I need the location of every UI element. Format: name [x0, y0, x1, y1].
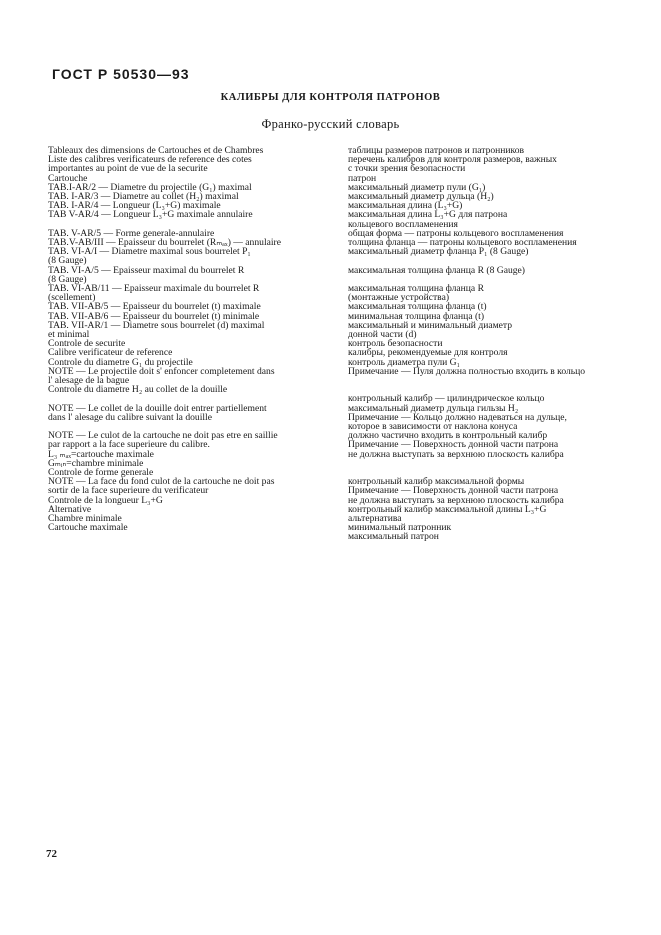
- french-line: Chambre minimale: [48, 513, 122, 525]
- french-line: NOTE — Le projectile doit s' enfoncer completement dans: [48, 365, 275, 377]
- french-line: Controle de securite: [48, 338, 126, 350]
- russian-line: минимальная толщина фланца (t): [348, 310, 485, 322]
- russian-line: альтернатива: [348, 513, 402, 525]
- french-line: Controle de forme generale: [48, 467, 154, 479]
- french-line: TAB. I-AR/4 — Longueur (L₃+G) maximale: [48, 200, 221, 212]
- russian-line: [348, 376, 620, 385]
- russian-line: калибры, рекомендуемые для контроля: [348, 347, 508, 359]
- russian-line: Примечание — Пуля должна полностью входить в кольцо: [348, 365, 586, 377]
- french-column: [48, 146, 320, 532]
- page-header: ГОСТ Р 50530—93: [52, 66, 190, 82]
- french-line: (8 Gauge): [48, 255, 87, 267]
- russian-column: [348, 146, 620, 542]
- russian-line: толщина фланца — патроны кольцевого воспламенения: [348, 237, 577, 249]
- russian-line: таблицы размеров патронов и патронников: [348, 145, 525, 156]
- french-line: TAB. VII-AB/6 — Epaisseur du bourrelet (t) minimale: [48, 310, 260, 322]
- french-line: sortir de la face superieure du verificateur: [48, 485, 209, 497]
- french-line: TAB. V-AR/5 — Forme generale-annulaire: [48, 227, 215, 239]
- french-line: par rapport a la face superieure du calibre.: [48, 439, 210, 451]
- russian-line: максимальный диаметр пули (G₁): [348, 181, 486, 193]
- russian-line: Примечание — Кольцо должно надеваться на дульце,: [348, 411, 567, 423]
- russian-line: контрольный калибр — цилиндрическое кольцо: [348, 393, 545, 405]
- french-line: (8 Gauge): [48, 273, 87, 285]
- french-line: TAB. VII-AB/5 — Epaisseur du bourrelet (t) maximale: [48, 301, 261, 313]
- russian-line: максимальная длина L₃+G для патрона: [348, 209, 508, 221]
- french-line: TAB. VII-AR/1 — Diametre sous bourrelet (d) maximal: [48, 319, 265, 331]
- russian-line: кольцевого воспламенения: [348, 218, 458, 230]
- french-line: Alternative: [48, 503, 92, 515]
- russian-line: контроль безопасности: [348, 338, 443, 350]
- russian-line: с точки зрения безопасности: [348, 163, 466, 175]
- french-line: Tableaux des dimensions de Cartouches et de Chambres: [48, 145, 264, 156]
- russian-line: не должна выступать за верхнюю плоскость калибра: [348, 494, 564, 506]
- french-line: Cartouche: [48, 172, 88, 184]
- russian-line: максимальный патрон: [348, 531, 439, 543]
- russian-line: донной части (d): [348, 329, 417, 341]
- french-line: importantes au point de vue de la securite: [48, 163, 208, 175]
- french-line: NOTE — Le collet de la douille doit entrer partiellement: [48, 402, 267, 414]
- russian-line: максимальная длина (L₃+G): [348, 200, 463, 212]
- russian-line: максимальная толщина фланца (t): [348, 301, 487, 313]
- russian-line: контрольный калибр максимальной формы: [348, 476, 525, 488]
- page-subtitle: Франко-русский словарь: [261, 117, 400, 131]
- russian-line: контрольный калибр максимальной длины L₃+G: [348, 503, 547, 515]
- french-line: NOTE — La face du fond culot de la cartouche ne doit pas: [48, 476, 275, 488]
- french-line: dans l' alesage du calibre suivant la douille: [48, 411, 212, 423]
- french-line: TAB V-AR/4 — Longueur L₃+G maximale annulaire: [48, 209, 253, 221]
- russian-line: которое в зависимости от наклона конуса: [348, 421, 518, 433]
- french-line: Gₘᵢₙ=chambre minimale: [48, 457, 144, 469]
- russian-line: Примечание — Поверхность донной части патрона: [348, 485, 559, 497]
- page-title: КАЛИБРЫ ДЛЯ КОНТРОЛЯ ПАТРОНОВ: [220, 92, 441, 103]
- russian-line: максимальная толщина фланца R (8 Gauge): [348, 264, 525, 276]
- french-line: Controle du diametre G₁ du projectile: [48, 356, 193, 368]
- french-line: TAB. VI-A/5 — Epaisseur maximal du bourrelet R: [48, 264, 245, 276]
- french-line: Controle du diametre H₂ au collet de la douille: [48, 384, 228, 396]
- russian-line: минимальный патронник: [348, 522, 452, 534]
- french-line: TAB. VI-A/I — Diametre maximal sous bourrelet P₁: [48, 246, 251, 258]
- french-line: Liste des calibres verificateurs de reference des cotes: [48, 154, 252, 166]
- russian-line: контроль диаметра пули G₁: [348, 356, 460, 368]
- french-line: L₃ ₘₐₓ=cartouche maximale: [48, 448, 154, 460]
- russian-line: максимальный диаметр фланца P₁ (8 Gauge): [348, 246, 529, 258]
- french-line: et minimal: [48, 329, 90, 341]
- russian-line: общая форма — патроны кольцевого воспламенения: [348, 227, 564, 239]
- russian-line: максимальный и минимальный диаметр: [348, 319, 513, 331]
- russian-line: должно частично входить в контрольный калибр: [348, 430, 548, 442]
- french-line: TAB. I-AR/3 — Diametre au collet (H₂) maximal: [48, 191, 239, 203]
- russian-line: максимальный диаметр дульца гильзы H₂: [348, 402, 519, 414]
- french-line: l' alesage de la bague: [48, 375, 130, 387]
- russian-line: перечень калибров для контроля размеров, важных: [348, 154, 557, 166]
- french-line: TAB.I-AR/2 — Diametre du projectile (G₁) maximal: [48, 181, 252, 193]
- french-line: TAB.V-AB/III — Epaisseur du bourrelet (Rₘₐₓ) — annulaire: [48, 237, 281, 249]
- russian-line: [348, 459, 620, 468]
- french-line: NOTE — Le culot de la cartouche ne doit pas etre en saillie: [48, 430, 278, 442]
- russian-line: максимальная толщина фланца R: [348, 283, 484, 295]
- russian-line: максимальный диаметр дульца (H₂): [348, 191, 494, 203]
- russian-line: Примечание — Поверхность донной части патрона: [348, 439, 559, 451]
- russian-line: патрон: [348, 172, 377, 184]
- french-line: Calibre verificateur de reference: [48, 347, 173, 359]
- french-line: TAB. VI-AB/11 — Epaisseur maximale du bourrelet R: [48, 283, 260, 295]
- russian-line: не должна выступать за верхнюю плоскость калибра: [348, 448, 564, 460]
- french-line: (scellement): [48, 292, 96, 304]
- french-line: Controle de la longueur L₃+G: [48, 494, 163, 506]
- page-number: 72: [46, 848, 57, 860]
- russian-line: (монтажные устройства): [348, 292, 450, 304]
- french-line: Cartouche maximale: [48, 522, 128, 534]
